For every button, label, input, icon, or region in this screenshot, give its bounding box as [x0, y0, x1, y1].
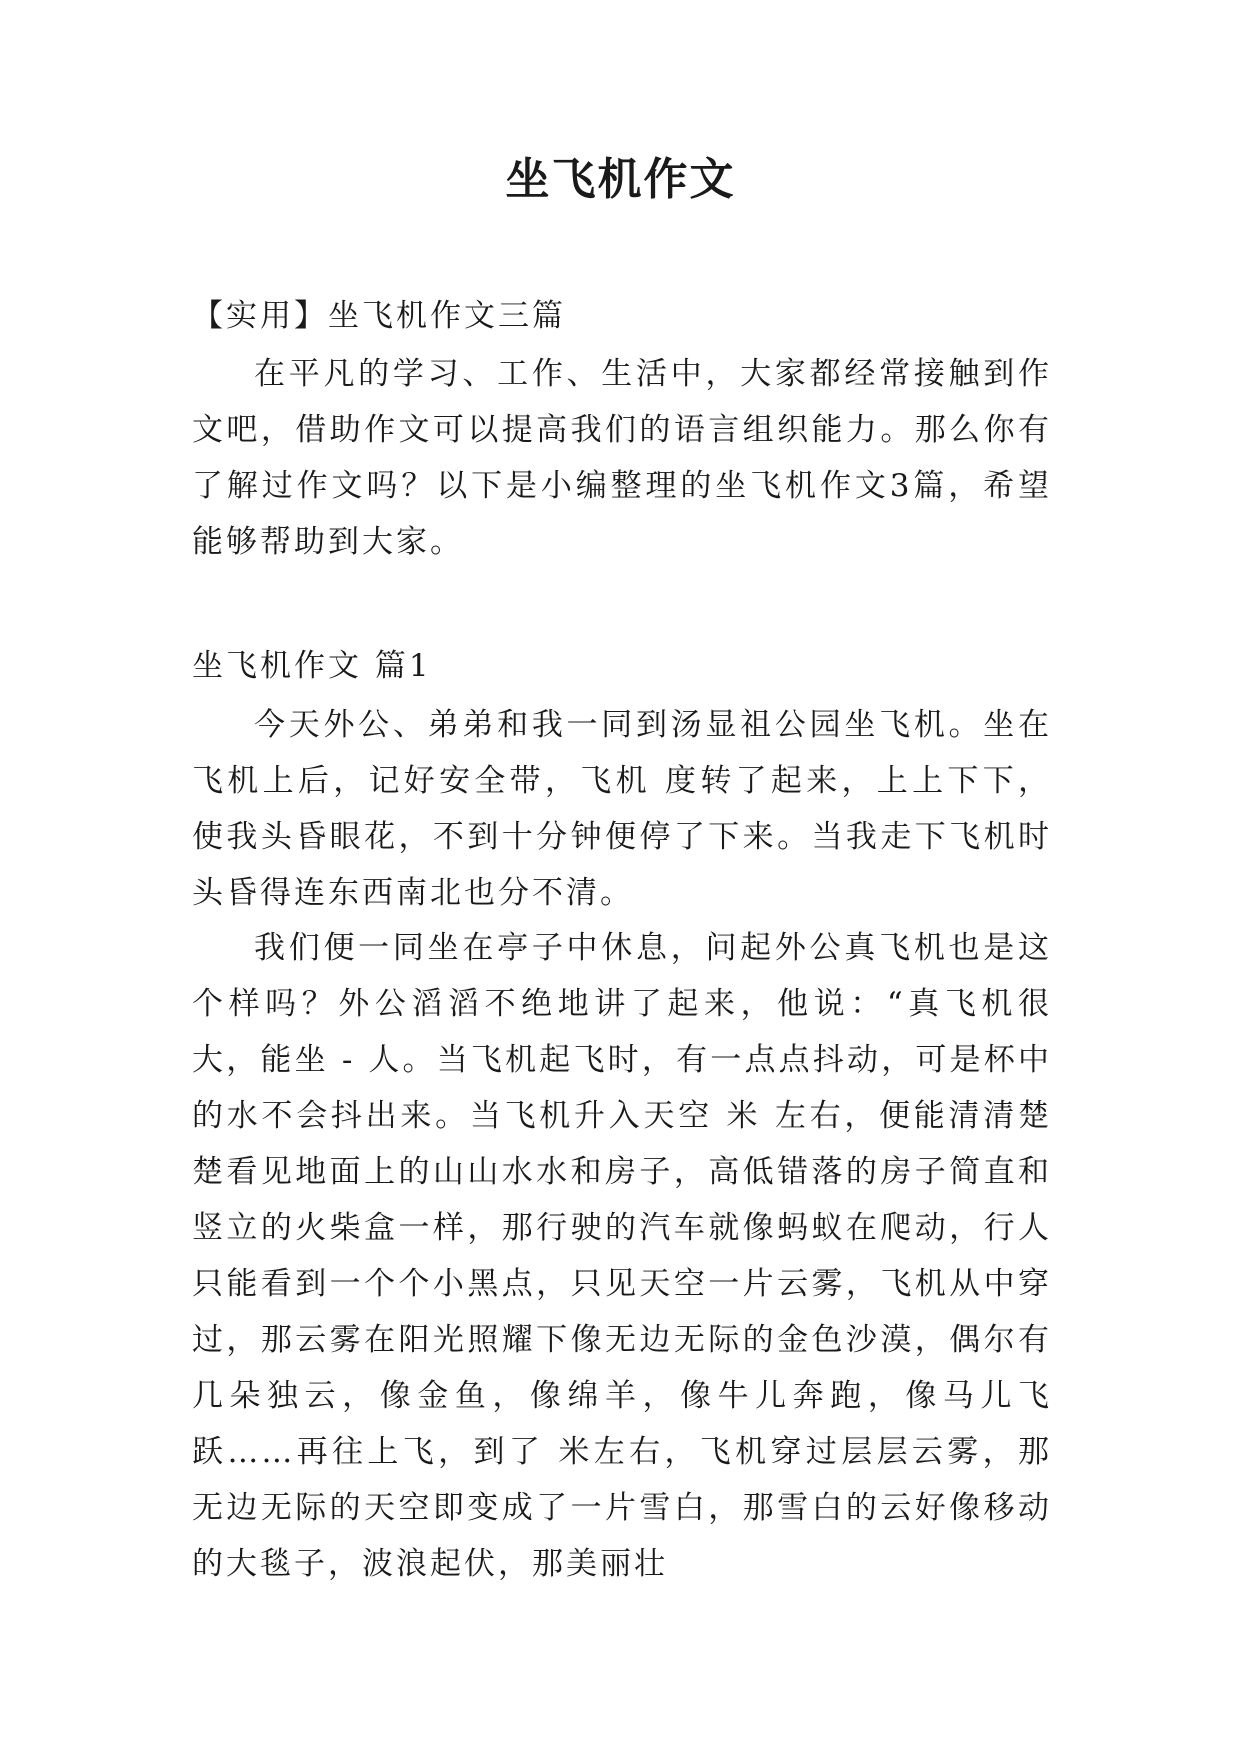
intro-paragraph: 在平凡的学习、工作、生活中，大家都经常接触到作文吧，借助作文可以提高我们的语言组织能力。那么你有了解过作文吗？以下是小编整理的坐飞机作文3篇，希望能够帮助到大家。 [192, 356, 1052, 560]
section-paragraph: 今天外公、弟弟和我一同到汤显祖公园坐飞机。坐在飞机上后，记好安全带，飞机 度转了起来，上上下下，使我头昏眼花，不到十分钟便停了下来。当我走下飞机时头昏得连东西南北也分不清。 [192, 707, 1052, 911]
document-title: 坐飞机作文 [505, 154, 736, 205]
section-paragraph: 我们便一同坐在亭子中休息，问起外公真飞机也是这个样吗？外公滔滔不绝地讲了起来，他说：“真飞机很大，能坐 - 人。当飞机起飞时，有一点点抖动，可是杯中的水不会抖出来。当飞机升入天空 米 左右，便能清清楚楚看见地面上的山山水水和房子，高低错落的房子简直和竖立的火柴盒一样，那行驶的汽车就像蚂蚁在爬动，行人只能看到一个个小黑点，只见天空一片云雾，飞机从中穿过，那云雾在阳光照耀下像无边无际的金色沙漠，偶尔有几朵独云，像金鱼，像绵羊，像牛儿奔跑，像马儿飞跃……再往上飞，到了 米左右，飞机穿过层层云雾，那无边无际的天空即变成了一片雪白，那雪白的云好像移动的大毯子，波浪起伏，那美丽壮 [192, 930, 1052, 1582]
document-subtitle: 【实用】坐飞机作文三篇 [192, 298, 566, 334]
section-heading: 坐飞机作文 篇1 [192, 648, 432, 684]
